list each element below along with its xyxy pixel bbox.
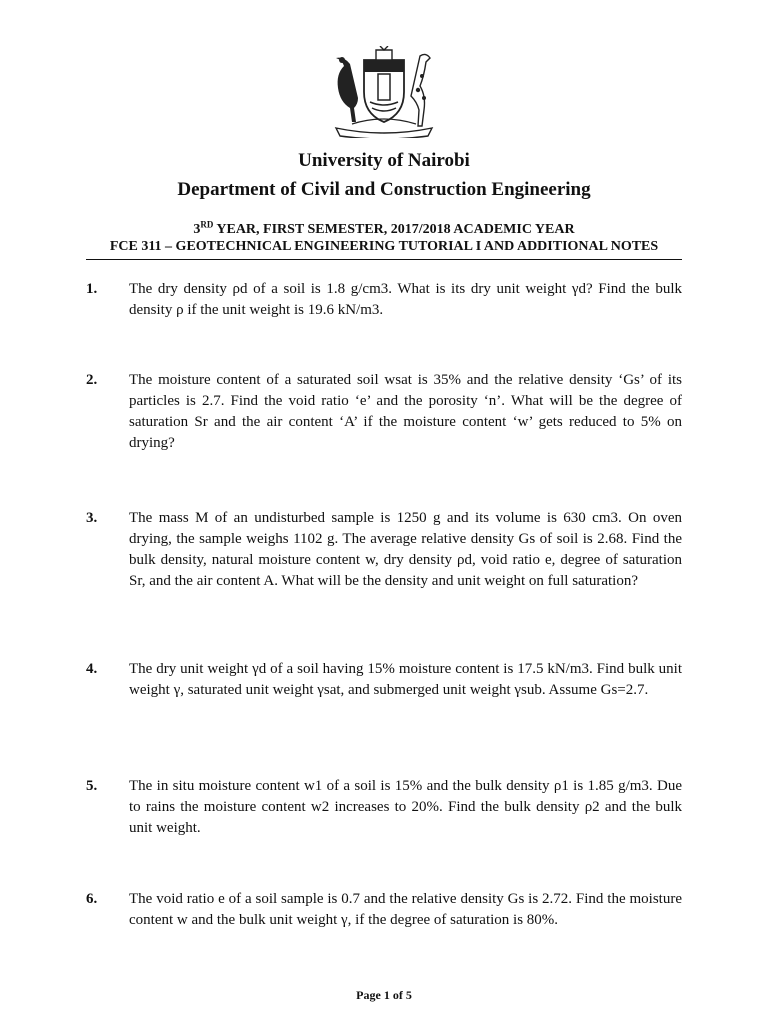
question-number: 4. — [86, 661, 98, 677]
question-text: The moisture content of a saturated soil wsat is 35% and the relative density ‘Gs’ of its particles is 2.7. Find the void ratio ‘e’ and the porosity ‘n’. What will be the degree of saturation Sr and the air content ‘A’ if the moisture content ‘w’ gets reduced to 5% on drying? — [129, 372, 682, 451]
question-5 — [86, 776, 682, 839]
question-text: The in situ moisture content w1 of a soil is 15% and the bulk density ρ1 is 1.85 g/m3. Due to rains the moisture content w2 increases to 20%. Find the bulk density ρ2 and the bulk unit weight. — [129, 778, 682, 836]
question-text: The dry unit weight γd of a soil having 15% moisture content is 17.5 kN/m3. Find bulk unit weight γ, saturated unit weight γsat, and submerged unit weight γsub. Assume Gs=2.7. — [129, 661, 682, 698]
university-name: University of Nairobi — [298, 150, 470, 171]
header-rule — [86, 259, 682, 260]
question-6 — [86, 889, 682, 931]
question-text: The dry density ρd of a soil is 1.8 g/cm3. What is its dry unit weight γd? Find the bulk density ρ if the unit weight is 19.6 kN/m3. — [129, 281, 682, 318]
question-number: 3. — [86, 510, 98, 526]
course-title: FCE 311 – GEOTECHNICAL ENGINEERING TUTORIAL I AND ADDITIONAL NOTES — [109, 239, 659, 254]
department-name: Department of Civil and Construction Engineering — [177, 179, 591, 200]
university-crest-logo — [322, 46, 446, 138]
question-number: 5. — [86, 778, 98, 794]
page-number: Page 1 of 5 — [356, 988, 412, 1002]
year-line: 3RD YEAR, FIRST SEMESTER, 2017/2018 ACADEMIC YEAR — [193, 219, 575, 237]
question-text: The void ratio e of a soil sample is 0.7 and the relative density Gs is 2.72. Find the moisture content w and the bulk unit weight γ, if the degree of saturation is 80%. — [129, 891, 682, 928]
question-1 — [86, 279, 682, 321]
question-4 — [86, 659, 682, 701]
question-text: The mass M of an undisturbed sample is 1250 g and its volume is 630 cm3. On oven drying, the sample weighs 1102 g. The average relative density Gs of soil is 2.68. Find the bulk density, natural moisture content w, dry density ρd, void ratio e, degree of saturation Sr, and the air content A. What will be the density and unit weight on full saturation? — [129, 510, 682, 589]
question-3 — [86, 508, 682, 592]
question-number: 2. — [86, 372, 98, 388]
question-2 — [86, 370, 682, 454]
question-number: 6. — [86, 891, 98, 907]
question-number: 1. — [86, 281, 98, 297]
